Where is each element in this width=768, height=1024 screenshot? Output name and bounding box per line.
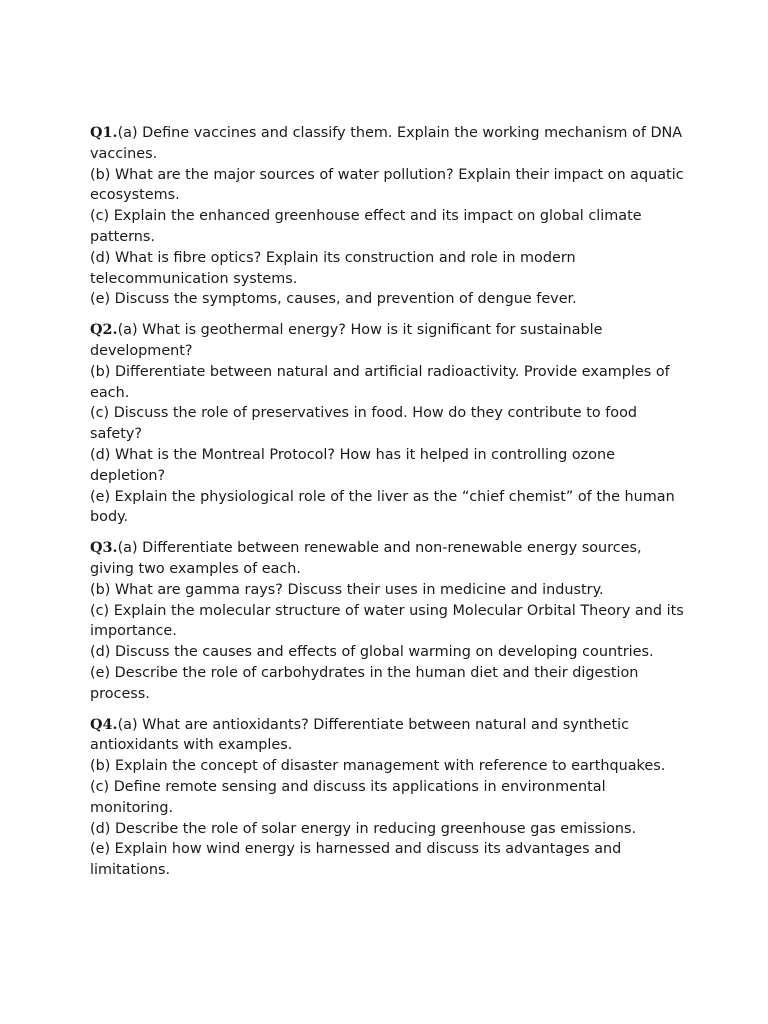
question-part: (c) Explain the molecular structure of water using Molecular Orbital Theory and its importance. [90, 602, 684, 640]
question-part: (e) Discuss the symptoms, causes, and prevention of dengue fever. [90, 291, 577, 308]
question-block-q3 [90, 538, 690, 704]
question-part: (e) Explain how wind energy is harnessed and discuss its advantages and limitations. [90, 841, 622, 879]
question-part: (c) Explain the enhanced greenhouse effect and its impact on global climate patterns. [90, 208, 642, 245]
question-part: (d) What is the Montreal Protocol? How has it helped in controlling ozone depletion? [90, 446, 616, 484]
question-block-q4 [90, 715, 690, 881]
question-part: (d) Describe the role of solar energy in reducing greenhouse gas emissions. [90, 820, 637, 837]
question-block-q2 [90, 320, 690, 528]
question-part [90, 123, 690, 165]
question-part [90, 715, 690, 757]
question-part: (c) Discuss the role of preservatives in food. How do they contribute to food safety? [90, 405, 638, 443]
question-part [90, 320, 690, 362]
question-number: Q4. [90, 715, 118, 733]
question-number: Q3. [90, 539, 118, 557]
question-part: (d) What is fibre optics? Explain its construction and role in modern telecommunication systems. [90, 249, 576, 287]
question-part: (c) Define remote sensing and discuss its applications in environmental monitoring. [90, 778, 606, 816]
question-part: (b) What are gamma rays? Discuss their uses in medicine and industry. [90, 581, 604, 598]
question-part-text: (a) Define vaccines and classify them. Explain the working mechanism of DNA vaccines. [90, 125, 683, 162]
question-part: (b) Explain the concept of disaster management with reference to earthquakes. [90, 758, 666, 775]
question-part: (d) Discuss the causes and effects of global warming on developing countries. [90, 644, 654, 661]
question-block-q1 [90, 123, 690, 310]
question-paper [90, 123, 690, 891]
question-part: (e) Explain the physiological role of the liver as the “chief chemist” of the human body. [90, 488, 675, 526]
question-part: (e) Describe the role of carbohydrates in the human diet and their digestion process. [90, 664, 639, 702]
question-part-text: (a) What are antioxidants? Differentiate between natural and synthetic antioxidants with examples. [90, 716, 630, 754]
question-part-text: (a) What is geothermal energy? How is it significant for sustainable development? [90, 322, 603, 359]
question-part-text: (a) Differentiate between renewable and non-renewable energy sources, giving two examples of each. [90, 540, 642, 577]
question-number: Q1. [90, 124, 118, 141]
question-part: (b) What are the major sources of water pollution? Explain their impact on aquatic ecosystems. [90, 166, 684, 204]
question-part: (b) Differentiate between natural and artificial radioactivity. Provide examples of each. [90, 363, 670, 401]
question-number: Q2. [90, 321, 118, 339]
question-part [90, 538, 690, 580]
